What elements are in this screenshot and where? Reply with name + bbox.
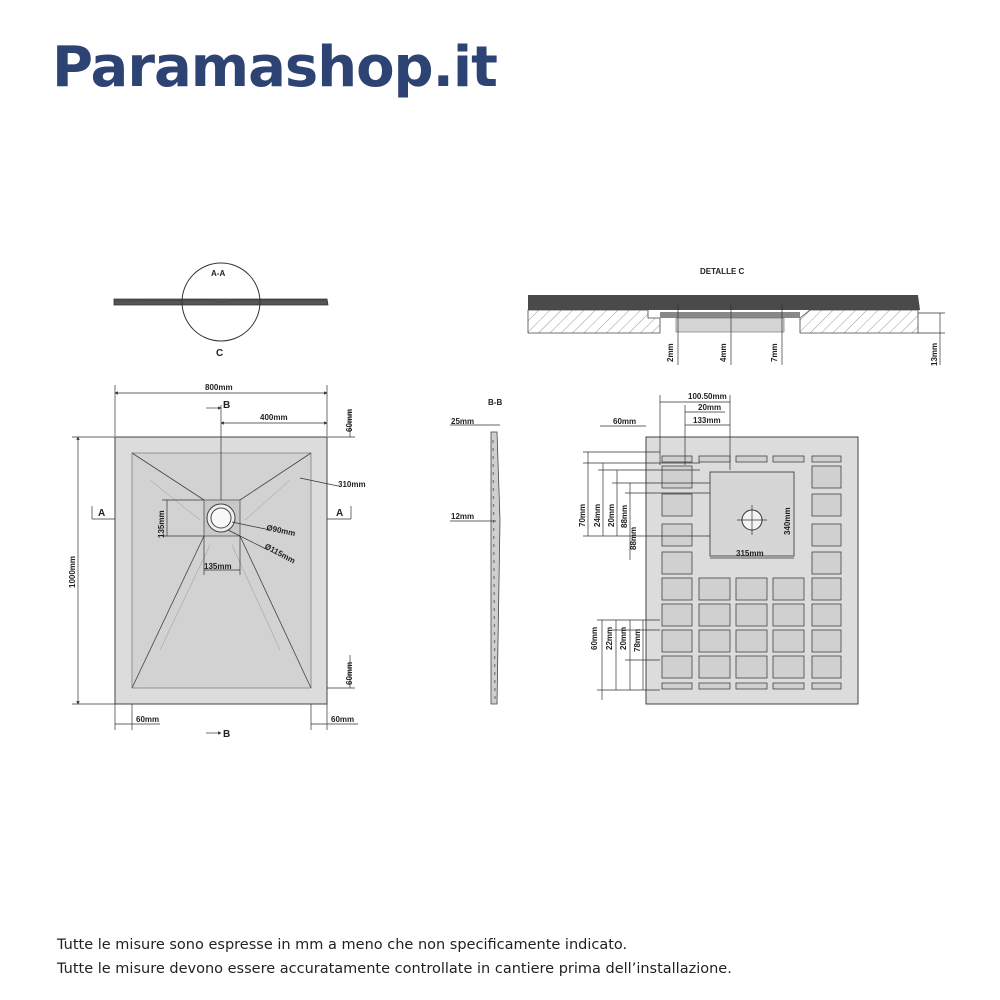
section-b-b-view bbox=[450, 398, 502, 704]
underside-top-a: 100.50mm bbox=[688, 392, 727, 401]
underside-pocket bbox=[662, 552, 692, 574]
underside-pocket bbox=[812, 466, 841, 488]
underside-pocket bbox=[812, 524, 841, 546]
footnote-line: Tutte le misure sono espresse in mm a meno che non specificamente indicato. bbox=[57, 937, 628, 953]
drain-box-h: 135mm bbox=[204, 562, 232, 571]
section-a-right: A bbox=[336, 508, 344, 519]
brand-logo: Paramashop.it bbox=[52, 35, 497, 100]
section-b-b-title: B-B bbox=[488, 398, 503, 407]
plan-margin-left: 60mm bbox=[136, 715, 160, 724]
underside-left-dim-88b: 88mm bbox=[629, 526, 638, 550]
underside-pocket bbox=[699, 630, 730, 652]
underside-bottom-slot bbox=[699, 683, 730, 689]
underside-pocket bbox=[812, 578, 841, 600]
underside-pocket bbox=[736, 578, 767, 600]
underside-pocket bbox=[662, 604, 692, 626]
plan-margin-bottom: 60mm bbox=[345, 661, 354, 685]
underside-bottom-slot bbox=[812, 683, 841, 689]
underside-top-c: 133mm bbox=[693, 416, 721, 425]
underside-pocket bbox=[812, 494, 841, 516]
underside-pocket bbox=[773, 630, 804, 652]
underside-left-dim-24: 24mm bbox=[593, 503, 602, 527]
underside-left: 60mm bbox=[613, 417, 637, 426]
underside-pocket bbox=[773, 656, 804, 678]
plan-channel: 310mm bbox=[338, 480, 366, 489]
underside-center-h: 315mm bbox=[736, 549, 764, 558]
underside-left-dim-70: 70mm bbox=[578, 503, 587, 527]
drain-box-v: 135mm bbox=[157, 510, 166, 538]
underside-pocket bbox=[662, 578, 692, 600]
underside-bottom-dim-22: 22mm bbox=[605, 626, 614, 650]
plan-margin-top: 60mm bbox=[345, 408, 354, 432]
underside-bottom-dim-60: 60mm bbox=[590, 626, 599, 650]
drain-icon bbox=[211, 508, 231, 528]
underside-pocket bbox=[662, 524, 692, 546]
underside-top-slot bbox=[662, 456, 692, 462]
detail-dim-2mm: 2mm bbox=[666, 343, 675, 362]
underside-pocket bbox=[699, 656, 730, 678]
underside-bottom-slot bbox=[736, 683, 767, 689]
underside-left-dim-20: 20mm bbox=[607, 503, 616, 527]
underside-top-b: 20mm bbox=[698, 403, 722, 412]
section-a-a-view bbox=[114, 263, 328, 359]
section-b-bottom: B bbox=[223, 729, 231, 740]
underside-top-slot bbox=[812, 456, 841, 462]
underside-top-slot bbox=[699, 456, 730, 462]
plan-offset-top: 400mm bbox=[260, 413, 288, 422]
plan-margin-right: 60mm bbox=[331, 715, 355, 724]
underside-view bbox=[578, 392, 858, 704]
underside-bottom-slot bbox=[773, 683, 804, 689]
plan-view bbox=[68, 383, 366, 740]
plan-width: 800mm bbox=[205, 383, 233, 392]
underside-pocket bbox=[699, 578, 730, 600]
detail-c-ref: C bbox=[216, 348, 224, 359]
underside-pocket bbox=[736, 630, 767, 652]
underside-pocket bbox=[812, 604, 841, 626]
underside-pocket bbox=[812, 656, 841, 678]
underside-pocket bbox=[773, 604, 804, 626]
underside-pocket bbox=[699, 604, 730, 626]
section-b-top-dim: 25mm bbox=[451, 417, 475, 426]
detail-dim-13mm: 13mm bbox=[930, 342, 939, 366]
underside-pocket bbox=[736, 656, 767, 678]
underside-bottom-slot bbox=[662, 683, 692, 689]
section-a-a-label: A-A bbox=[211, 269, 226, 278]
underside-top-slot bbox=[736, 456, 767, 462]
detail-dim-7mm: 7mm bbox=[770, 343, 779, 362]
underside-pocket bbox=[812, 552, 841, 574]
footnote-line: Tutte le misure devono essere accuratamente controllate in cantiere prima dell’installazione. bbox=[57, 961, 732, 977]
detail-dim-4mm: 4mm bbox=[719, 343, 728, 362]
drain-d2: Ø115mm bbox=[263, 541, 297, 566]
underside-pocket bbox=[812, 630, 841, 652]
underside-bottom-dim-20: 20mm bbox=[619, 626, 628, 650]
plan-height: 1000mm bbox=[68, 555, 77, 588]
underside-pocket bbox=[662, 494, 692, 516]
underside-center-v: 340mm bbox=[783, 507, 792, 535]
footnotes bbox=[57, 933, 732, 981]
drain-d1: Ø90mm bbox=[265, 523, 297, 539]
underside-pocket bbox=[662, 466, 692, 488]
detail-c-view bbox=[528, 267, 945, 366]
underside-pocket bbox=[736, 604, 767, 626]
underside-pocket bbox=[773, 578, 804, 600]
underside-pocket bbox=[662, 630, 692, 652]
section-a-left: A bbox=[98, 508, 106, 519]
underside-top-slot bbox=[773, 456, 804, 462]
section-b-thickness: 12mm bbox=[451, 512, 475, 521]
underside-bottom-dim-78: 78mm bbox=[633, 628, 642, 652]
underside-left-dim-88a: 88mm bbox=[620, 504, 629, 528]
detail-c-title: DETALLE C bbox=[700, 267, 745, 276]
section-b-top: B bbox=[223, 400, 231, 411]
underside-pocket bbox=[662, 656, 692, 678]
